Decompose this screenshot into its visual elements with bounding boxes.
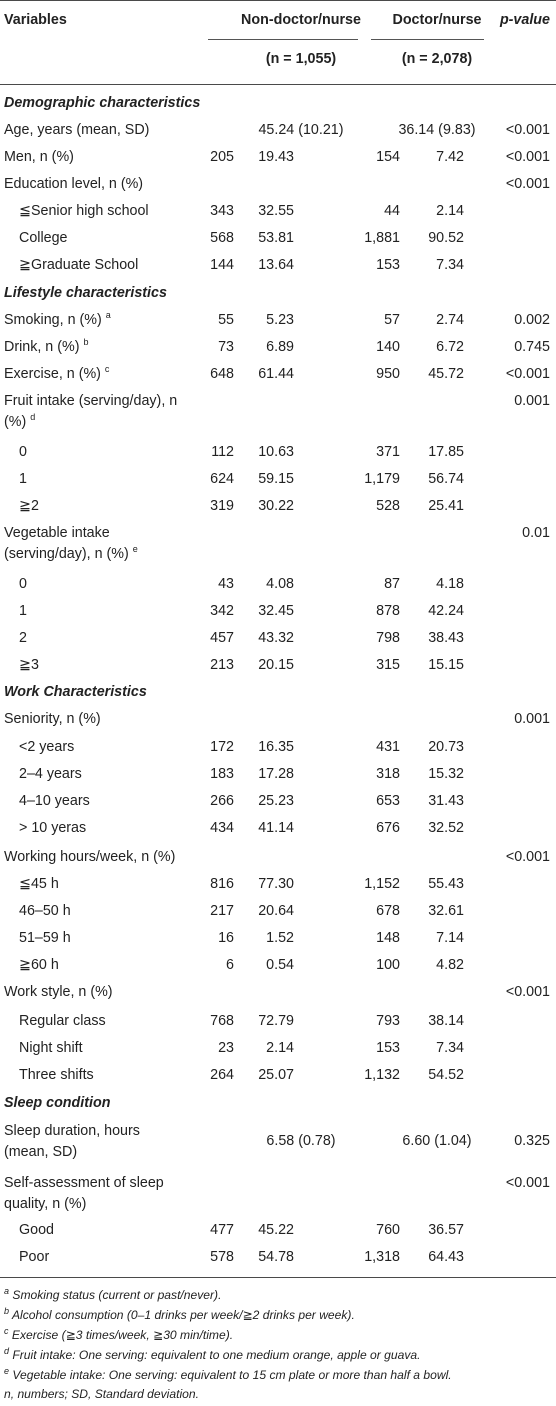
doctor-pct: 25.41 <box>428 498 464 514</box>
doctor-n: 315 <box>376 657 400 673</box>
col-doctor-header: Doctor/nurse <box>392 12 482 28</box>
row-label: 2–4 years <box>19 766 82 782</box>
doctor-n: 318 <box>376 766 400 782</box>
doctor-n: 100 <box>376 957 400 973</box>
row-label: quality, n (%) <box>4 1196 87 1212</box>
doctor-n: 878 <box>376 603 400 619</box>
doctor-pct: 54.52 <box>428 1067 464 1083</box>
doctor-n: 1,318 <box>364 1249 400 1265</box>
row-label: Age, years (mean, SD) <box>4 122 150 138</box>
row-label: Fruit intake (serving/day), n <box>4 393 178 409</box>
col-non-doctor-header: Non-doctor/nurse <box>241 12 361 28</box>
non-doctor-pct: 1.52 <box>266 930 294 946</box>
row-label: 0 <box>19 576 27 592</box>
doctor-pct: 15.32 <box>428 766 464 782</box>
row-label: > 10 yeras <box>19 820 87 836</box>
footnote-d: $^d$ Fruit intake: One serving: equivalent to one medium orange, apple or guava. <box>4 1345 421 1362</box>
non-doctor-pct: 10.63 <box>258 444 294 460</box>
header-bottom-rule <box>0 84 556 85</box>
non-doctor-pct: 43.32 <box>258 630 294 646</box>
non-doctor-n: 457 <box>210 630 234 646</box>
col-pvalue-header: p-value <box>499 12 550 28</box>
non-doctor-pct: 32.45 <box>258 603 294 619</box>
non-doctor-n: 319 <box>210 498 234 514</box>
footnote-abbrev <box>4 1387 199 1401</box>
p-value: <0.001 <box>505 176 550 192</box>
non-doctor-n: 624 <box>210 471 234 487</box>
doctor-n: 371 <box>376 444 400 460</box>
doctor-n: 1,881 <box>364 230 400 246</box>
doctor-pct: 2.74 <box>436 312 464 328</box>
doctor-pct: 4.82 <box>436 957 464 973</box>
doctor-n: 653 <box>376 793 400 809</box>
non-doctor-n: 213 <box>210 657 234 673</box>
footnote-mark: c <box>104 364 110 375</box>
p-value: 0.001 <box>514 393 550 409</box>
footnote-text: Smoking status (current or past/never). <box>12 1288 222 1302</box>
non-doctor-n: 342 <box>210 603 234 619</box>
footnote-text: Alcohol consumption (0–1 drinks per week/≧2 drinks per week). <box>11 1308 355 1322</box>
p-value: <0.001 <box>505 1175 550 1191</box>
footnote-e: $^e$ Vegetable intake: One serving: equivalent to 15 cm plate or more than half a bowl. <box>4 1365 452 1382</box>
non-doctor-pct: 59.15 <box>258 471 294 487</box>
row-label: (mean, SD) <box>4 1144 78 1160</box>
row-label: 2 <box>19 630 27 646</box>
doctor-n: 1,152 <box>364 876 400 892</box>
doctor-n: 57 <box>384 312 400 328</box>
non-doctor-n: 6 <box>226 957 234 973</box>
doctor-n: 950 <box>376 366 400 382</box>
row-label: <2 years <box>19 739 75 755</box>
row-label <box>4 546 138 562</box>
row-label: Vegetable intake <box>4 525 110 541</box>
row-label: ≧60 h <box>19 957 59 973</box>
doctor-pct: 56.74 <box>428 471 464 487</box>
footnote-text: Vegetable intake: One serving: equivalent to 15 cm plate or more than half a bowl. <box>12 1368 452 1382</box>
non-doctor-value: 45.24 (10.21) <box>258 122 344 138</box>
non-doctor-pct: 32.55 <box>258 203 294 219</box>
doctor-pct: 55.43 <box>428 876 464 892</box>
non-doctor-pct: 5.23 <box>266 312 294 328</box>
non-doctor-n: 183 <box>210 766 234 782</box>
non-doctor-pct: 20.64 <box>258 903 294 919</box>
non-doctor-pct: 4.08 <box>266 576 294 592</box>
doctor-pct: 17.85 <box>428 444 464 460</box>
doctor-n: 153 <box>376 1040 400 1056</box>
table-bottom-rule <box>0 1277 556 1278</box>
non-doctor-n: 768 <box>210 1013 234 1029</box>
non-doctor-pct: 53.81 <box>258 230 294 246</box>
doctor-group-rule <box>371 39 484 40</box>
doctor-pct: 90.52 <box>428 230 464 246</box>
doctor-n: 153 <box>376 257 400 273</box>
n-doctor: (n = 2,078) <box>401 51 473 67</box>
row-label-text: (%) <box>4 414 27 430</box>
row-label: Education level, n (%) <box>4 176 144 192</box>
p-value: 0.01 <box>522 525 550 541</box>
row-label: ≧2 <box>19 498 39 514</box>
footnote-text: Fruit intake: One serving: equivalent to one medium orange, apple or guava. <box>12 1348 421 1362</box>
doctor-n: 140 <box>376 339 400 355</box>
non-doctor-n: 266 <box>210 793 234 809</box>
footnote-b: $^b$ Alcohol consumption (0–1 drinks per week/≧2 drinks per week). <box>4 1305 355 1322</box>
row-label: Night shift <box>19 1040 83 1056</box>
section-sleep: Sleep condition <box>4 1095 111 1111</box>
doctor-n: 1,179 <box>364 471 400 487</box>
doctor-n: 676 <box>376 820 400 836</box>
doctor-n: 1,132 <box>364 1067 400 1083</box>
doctor-pct: 38.43 <box>428 630 464 646</box>
non-doctor-n: 55 <box>218 312 234 328</box>
non-doctor-pct: 25.07 <box>258 1067 294 1083</box>
doctor-pct: 64.43 <box>428 1249 464 1265</box>
footnote-mark: a <box>105 310 111 321</box>
p-value: <0.001 <box>505 122 550 138</box>
doctor-n: 148 <box>376 930 400 946</box>
footnote-mark: e <box>132 544 138 555</box>
doctor-n: 528 <box>376 498 400 514</box>
non-doctor-n: 172 <box>210 739 234 755</box>
row-label: College <box>19 230 68 246</box>
non-doctor-n: 43 <box>218 576 234 592</box>
doctor-pct: 4.18 <box>436 576 464 592</box>
row-label: 46–50 h <box>19 903 71 919</box>
non-doctor-group-rule <box>208 39 358 40</box>
row-label: Working hours/week, n (%) <box>4 849 176 865</box>
row-label <box>4 312 111 328</box>
row-label: ≧3 <box>19 657 39 673</box>
row-label: 4–10 years <box>19 793 90 809</box>
non-doctor-n: 578 <box>210 1249 234 1265</box>
non-doctor-n: 477 <box>210 1222 234 1238</box>
row-label: Self-assessment of sleep <box>4 1175 164 1191</box>
doctor-n: 798 <box>376 630 400 646</box>
doctor-n: 678 <box>376 903 400 919</box>
non-doctor-pct: 19.43 <box>258 149 294 165</box>
non-doctor-pct: 16.35 <box>258 739 294 755</box>
non-doctor-pct: 30.22 <box>258 498 294 514</box>
footnote-c: $^c$ Exercise (≧3 times/week, ≧30 min/time). <box>4 1325 234 1342</box>
doctor-n: 431 <box>376 739 400 755</box>
non-doctor-n: 568 <box>210 230 234 246</box>
row-label: 0 <box>19 444 27 460</box>
row-label: Good <box>19 1222 54 1238</box>
non-doctor-n: 73 <box>218 339 234 355</box>
section-lifestyle: Lifestyle characteristics <box>4 285 167 301</box>
non-doctor-pct: 45.22 <box>258 1222 294 1238</box>
non-doctor-pct: 41.14 <box>258 820 294 836</box>
doctor-n: 760 <box>376 1222 400 1238</box>
p-value: 0.745 <box>514 339 550 355</box>
non-doctor-pct: 20.15 <box>258 657 294 673</box>
doctor-pct: 7.34 <box>436 1040 464 1056</box>
doctor-pct: 38.14 <box>428 1013 464 1029</box>
row-label: Men, n (%) <box>4 149 74 165</box>
row-label-text: (serving/day), n (%) <box>4 546 129 562</box>
non-doctor-pct: 54.78 <box>258 1249 294 1265</box>
non-doctor-value: 6.58 (0.78) <box>266 1133 336 1149</box>
non-doctor-pct: 25.23 <box>258 793 294 809</box>
row-label: ≦45 h <box>19 876 59 892</box>
non-doctor-pct: 2.14 <box>266 1040 294 1056</box>
doctor-pct: 2.14 <box>436 203 464 219</box>
doctor-pct: 6.72 <box>436 339 464 355</box>
p-value: 0.002 <box>514 312 550 328</box>
footnote-mark: d <box>30 412 36 423</box>
p-value: <0.001 <box>505 849 550 865</box>
p-value: 0.001 <box>514 711 550 727</box>
non-doctor-pct: 13.64 <box>258 257 294 273</box>
doctor-pct: 45.72 <box>428 366 464 382</box>
non-doctor-n: 144 <box>210 257 234 273</box>
doctor-pct: 31.43 <box>428 793 464 809</box>
footnote-mark: b <box>83 337 89 348</box>
doctor-pct: 15.15 <box>428 657 464 673</box>
p-value: <0.001 <box>505 984 550 1000</box>
non-doctor-n: 112 <box>211 444 234 460</box>
doctor-n: 793 <box>376 1013 400 1029</box>
non-doctor-n: 16 <box>218 930 234 946</box>
doctor-pct: 7.42 <box>436 149 464 165</box>
row-label-text: Exercise, n (%) <box>4 366 101 382</box>
non-doctor-n: 343 <box>210 203 234 219</box>
row-label: Regular class <box>19 1013 106 1029</box>
non-doctor-n: 264 <box>210 1067 234 1083</box>
doctor-pct: 7.34 <box>436 257 464 273</box>
p-value: <0.001 <box>505 366 550 382</box>
section-demographic: Demographic characteristics <box>4 95 201 111</box>
row-label <box>4 339 88 355</box>
row-label: Seniority, n (%) <box>4 711 101 727</box>
row-label: Three shifts <box>19 1067 94 1083</box>
non-doctor-pct: 61.44 <box>258 366 294 382</box>
non-doctor-pct: 0.54 <box>266 957 294 973</box>
doctor-value: 36.14 (9.83) <box>398 122 476 138</box>
row-label: ≦Senior high school <box>19 203 149 219</box>
row-label: Poor <box>19 1249 50 1265</box>
non-doctor-pct: 6.89 <box>266 339 294 355</box>
doctor-pct: 7.14 <box>436 930 464 946</box>
row-label-text: Smoking, n (%) <box>4 312 102 328</box>
doctor-pct: 36.57 <box>428 1222 464 1238</box>
col-variables-header: Variables <box>4 12 67 28</box>
non-doctor-pct: 77.30 <box>258 876 294 892</box>
row-label: 51–59 h <box>19 930 71 946</box>
non-doctor-n: 217 <box>210 903 234 919</box>
doctor-pct: 32.61 <box>428 903 464 919</box>
row-label: 1 <box>19 471 27 487</box>
row-label-text: Drink, n (%) <box>4 339 80 355</box>
doctor-n: 87 <box>384 576 400 592</box>
row-label: 1 <box>19 603 27 619</box>
footnote-text: n, numbers; SD, Standard deviation. <box>4 1387 199 1401</box>
section-work: Work Characteristics <box>4 684 147 700</box>
n-non-doctor: (n = 1,055) <box>265 51 337 67</box>
p-value: <0.001 <box>505 149 550 165</box>
doctor-n: 44 <box>384 203 400 219</box>
p-value: 0.325 <box>514 1133 550 1149</box>
row-label: Sleep duration, hours <box>4 1123 140 1139</box>
non-doctor-pct: 17.28 <box>258 766 294 782</box>
non-doctor-n: 205 <box>210 149 234 165</box>
non-doctor-pct: 72.79 <box>258 1013 294 1029</box>
non-doctor-n: 816 <box>210 876 234 892</box>
row-label <box>4 366 109 382</box>
footnote-text: Exercise (≧3 times/week, ≧30 min/time). <box>11 1328 234 1342</box>
row-label: ≧Graduate School <box>19 257 139 273</box>
doctor-pct: 32.52 <box>428 820 464 836</box>
doctor-value: 6.60 (1.04) <box>402 1133 472 1149</box>
doctor-pct: 20.73 <box>428 739 464 755</box>
non-doctor-n: 648 <box>210 366 234 382</box>
footnote-a: $^a$ Smoking status (current or past/never). <box>4 1285 222 1302</box>
doctor-n: 154 <box>376 149 400 165</box>
row-label: Work style, n (%) <box>4 984 113 1000</box>
table-top-rule <box>0 0 556 1</box>
doctor-pct: 42.24 <box>428 603 464 619</box>
non-doctor-n: 434 <box>210 820 234 836</box>
row-label <box>4 414 35 430</box>
non-doctor-n: 23 <box>218 1040 234 1056</box>
